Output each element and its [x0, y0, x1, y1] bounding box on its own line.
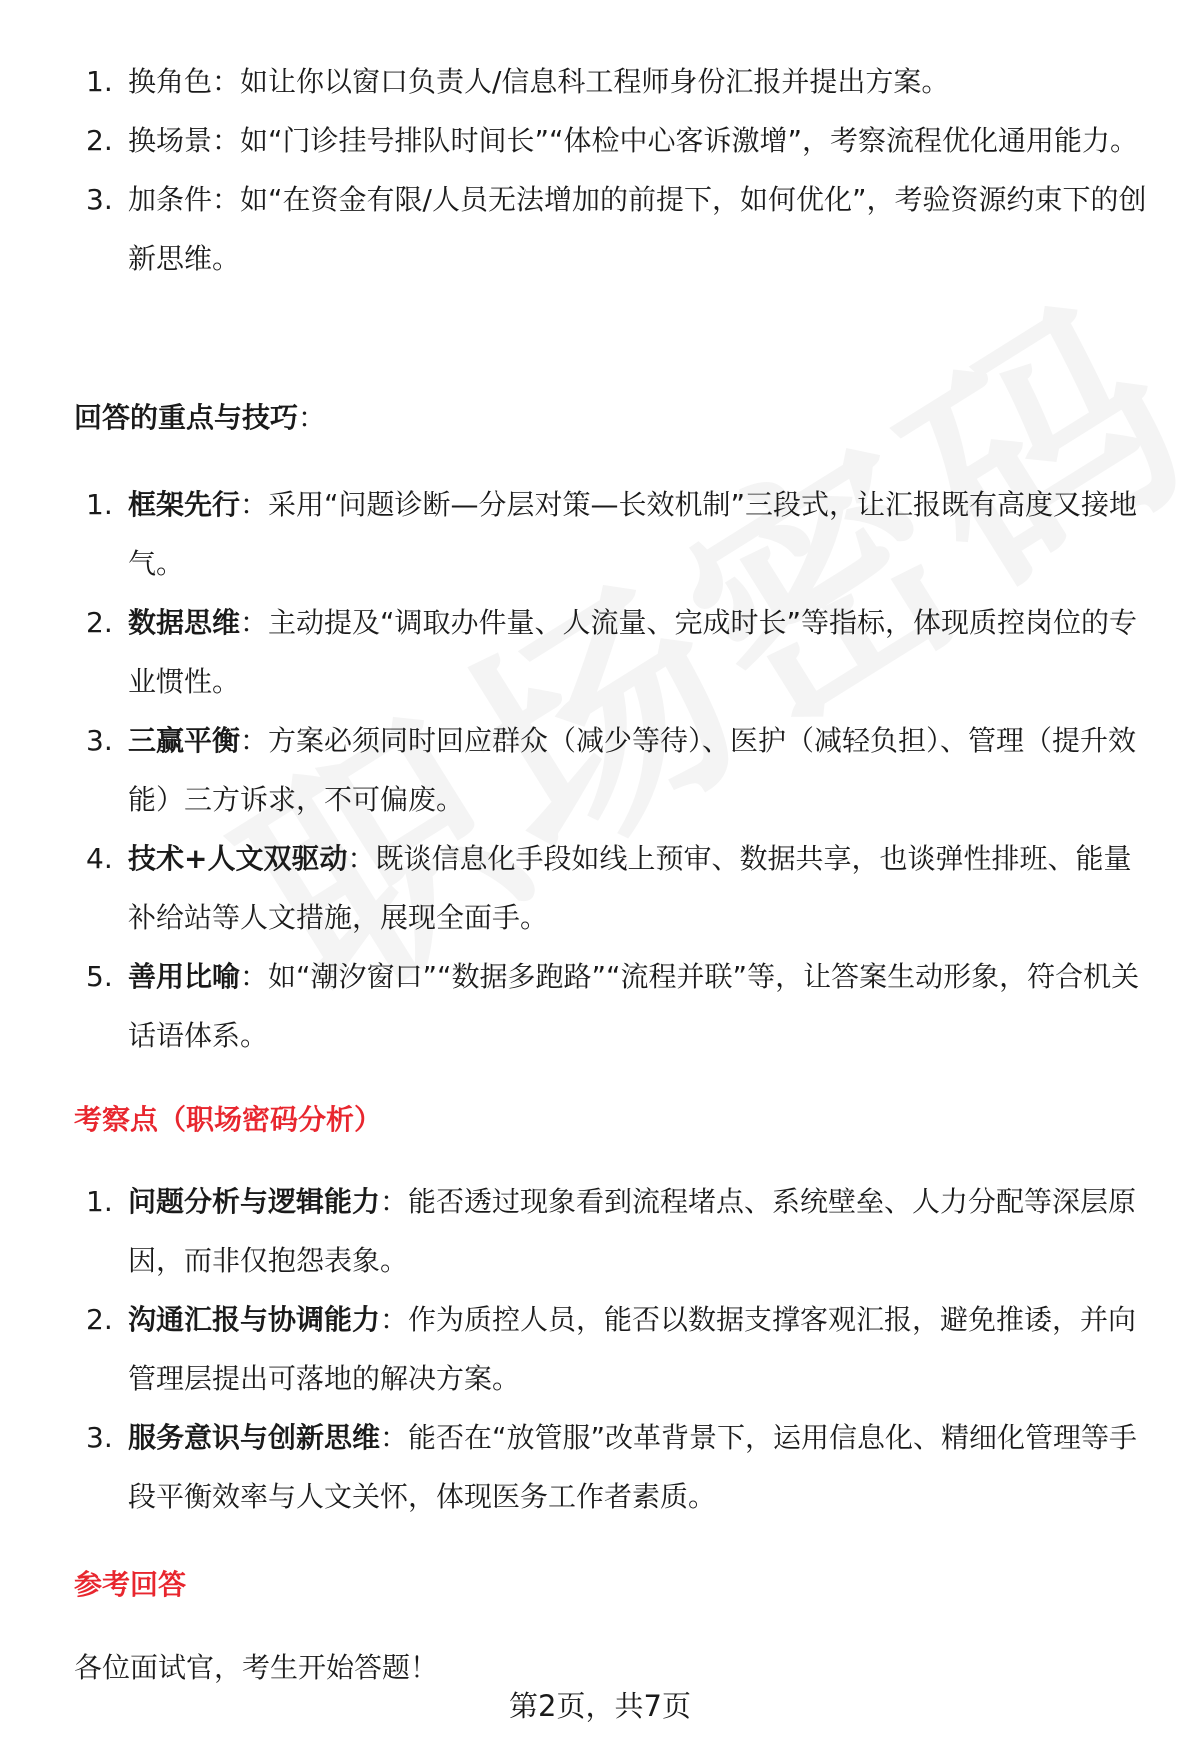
list-item-title: 数据思维: [128, 606, 241, 639]
list-item-sep: ：: [380, 1185, 409, 1218]
list-item-text: 换角色：如让你以窗口负责人/信息科工程师身份汇报并提出方案。: [128, 65, 950, 98]
list-item-title: 三赢平衡: [128, 724, 241, 757]
list-item-title: 框架先行: [128, 488, 241, 521]
list-item-sep: ：: [380, 1303, 409, 1336]
list-item-title: 技术+人文双驱动: [128, 842, 348, 875]
list-number: 1.: [86, 488, 113, 521]
list-item-text: 换场景：如“门诊挂号排队时间长”“体检中心客诉激增”，考察流程优化通用能力。: [128, 124, 1139, 157]
list-number: 3.: [86, 183, 113, 216]
heading-text: 回答的重点与技巧: [74, 401, 299, 434]
list-item-text: 作为质控人员，能否以数据支撑客观汇报，避免推诿，并向管理层提出可落地的解决方案。: [128, 1303, 1137, 1395]
list-item: [0, 52, 1148, 111]
list-number: 2.: [86, 606, 113, 639]
list-item-text: 主动提及“调取办件量、人流量、完成时长”等指标，体现质控岗位的专业惯性。: [128, 606, 1138, 698]
list-item: [0, 1290, 1148, 1408]
list-item-title: 问题分析与逻辑能力: [128, 1185, 381, 1218]
list-item: [0, 1408, 1148, 1526]
list-number: 1.: [86, 65, 113, 98]
list-item: [0, 947, 1148, 1065]
list-item: [0, 475, 1148, 593]
list-item-sep: ：: [380, 1421, 409, 1454]
question-variants-list: [0, 52, 1200, 288]
list-number: 1.: [86, 1185, 113, 1218]
list-item-text: 加条件：如“在资金有限/人员无法增加的前提下，如何优化”，考验资源约束下的创新思维。: [128, 183, 1147, 275]
list-number: 4.: [86, 842, 113, 875]
list-item: [0, 593, 1148, 711]
list-item: [0, 1172, 1148, 1290]
list-item-sep: ：: [240, 488, 269, 521]
list-number: 5.: [86, 960, 113, 993]
list-item-text: 既谈信息化手段如线上预审、数据共享，也谈弹性排班、能量补给站等人文措施，展现全面手。: [128, 842, 1132, 934]
answer-intro: 各位面试官，考生开始答题！: [74, 1651, 439, 1684]
list-item: [0, 829, 1148, 947]
list-number: 3.: [86, 1421, 113, 1454]
list-item: [0, 711, 1148, 829]
list-number: 2.: [86, 124, 113, 157]
list-item-text: 能否在“放管服”改革背景下，运用信息化、精细化管理等手段平衡效率与人文关怀，体现医务工作者素质。: [128, 1421, 1138, 1513]
list-item-text: 方案必须同时回应群众（减少等待）、医护（减轻负担）、管理（提升效能）三方诉求，不可偏废。: [128, 724, 1137, 816]
list-item-text: 如“潮汐窗口”“数据多跑路”“流程并联”等，让答案生动形象，符合机关话语体系。: [128, 960, 1140, 1052]
list-number: 2.: [86, 1303, 113, 1336]
list-item-text: 采用“问题诊断—分层对策—长效机制”三段式，让汇报既有高度又接地气。: [128, 488, 1138, 580]
heading-colon: ：: [298, 401, 327, 434]
list-item-title: 沟通汇报与协调能力: [128, 1303, 381, 1336]
answer-tips-list: [0, 475, 1200, 1065]
list-item: [0, 111, 1148, 170]
list-item-text: 能否透过现象看到流程堵点、系统壁垒、人力分配等深层原因，而非仅抱怨表象。: [128, 1185, 1137, 1277]
list-item: [0, 170, 1148, 288]
list-number: 3.: [86, 724, 113, 757]
list-item-title: 善用比喻: [128, 960, 241, 993]
section-heading-assessment: 考察点（职场密码分析）: [74, 1103, 383, 1136]
list-item-sep: ：: [347, 842, 376, 875]
page-number-footer: 第2页，共7页: [509, 1689, 691, 1723]
list-item-sep: ：: [240, 960, 269, 993]
list-item-sep: ：: [240, 606, 269, 639]
section-heading-reference-answer: 参考回答: [74, 1568, 187, 1601]
assessment-points-list: [0, 1172, 1200, 1526]
list-item-sep: ：: [240, 724, 269, 757]
section-heading-tips: [74, 398, 326, 438]
list-item-title: 服务意识与创新思维: [128, 1421, 381, 1454]
